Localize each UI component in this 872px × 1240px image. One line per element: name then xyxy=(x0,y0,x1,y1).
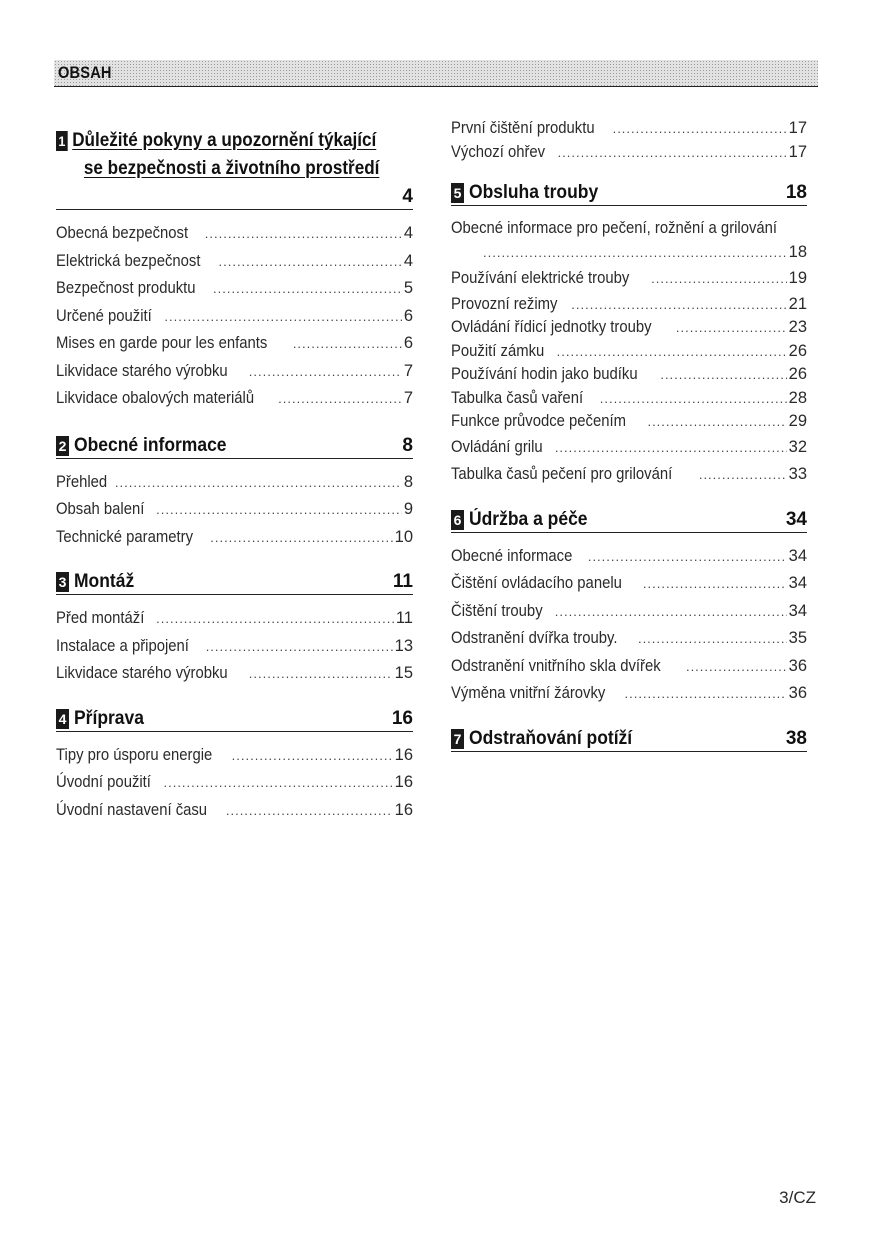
toc-entry[interactable] xyxy=(451,293,807,317)
toc-entry-label: Provozní režimy xyxy=(451,294,558,313)
toc-entry-label: Likvidace obalových materiálů xyxy=(56,389,255,407)
toc-entry-label: Mises en garde pour les enfants xyxy=(56,334,268,352)
toc-entry-page: 16 xyxy=(394,745,413,764)
leader-dots xyxy=(651,265,787,293)
toc-entry[interactable] xyxy=(56,469,413,497)
toc-entry-page: 34 xyxy=(788,574,807,592)
toc-entry-page: 18 xyxy=(788,243,807,261)
leader-dots xyxy=(588,543,787,571)
section-page-number: 16 xyxy=(391,707,413,729)
toc-entry-page: 11 xyxy=(395,609,413,627)
toc-entry-label: Likvidace starého výrobku xyxy=(56,361,228,380)
toc-entry-page: 19 xyxy=(788,269,807,287)
toc-section-7 xyxy=(451,728,807,752)
toc-entry[interactable] xyxy=(451,543,807,571)
leader-dots xyxy=(643,570,787,598)
leader-dots xyxy=(555,598,787,626)
section-title-line2: se bezpečnosti a životního prostředí xyxy=(83,158,380,179)
leader-dots xyxy=(156,605,394,633)
toc-entry-page: 26 xyxy=(788,341,807,360)
toc-entry-page: 17 xyxy=(788,142,807,161)
section-title: Montáž xyxy=(74,571,135,592)
section-title: Obsluha trouby xyxy=(469,182,599,203)
toc-section-6-heading[interactable] xyxy=(451,509,807,533)
leader-dots xyxy=(571,293,786,317)
toc-entry[interactable] xyxy=(451,570,807,598)
leader-dots xyxy=(115,469,402,497)
toc-entry-page: 17 xyxy=(788,119,807,137)
toc-section-6 xyxy=(451,509,807,708)
toc-entry-label: První čištění produktu xyxy=(451,119,595,137)
toc-entry-label: Přehled xyxy=(56,472,108,491)
toc-entry-label: Úvodní použití xyxy=(56,773,151,791)
toc-entry-page: 7 xyxy=(403,361,413,380)
leader-dots xyxy=(676,316,787,340)
toc-entry-page: 34 xyxy=(788,546,807,565)
toc-entry-label: Používání elektrické trouby xyxy=(451,269,630,287)
toc-entry-page: 35 xyxy=(788,629,807,647)
toc-entry-label: Čištění ovládacího panelu xyxy=(451,574,622,592)
toc-entry-page: 36 xyxy=(788,656,807,675)
section-title: Údržba a péče xyxy=(469,508,588,530)
toc-entry-page: 36 xyxy=(788,684,807,702)
leader-dots xyxy=(613,117,787,141)
toc-header-bar xyxy=(54,60,818,87)
section-number-badge: 4 xyxy=(56,709,69,729)
leader-dots xyxy=(686,653,787,681)
leader-dots xyxy=(205,220,402,248)
toc-entry[interactable] xyxy=(451,316,807,340)
section-page-number: 11 xyxy=(392,571,413,592)
toc-entry-label: Obecná bezpečnost xyxy=(56,224,189,242)
section-page-number: 38 xyxy=(785,727,807,749)
toc-entry[interactable] xyxy=(451,598,807,626)
leader-dots xyxy=(558,141,787,165)
toc-entry-page: 21 xyxy=(788,294,807,313)
toc-entry[interactable] xyxy=(451,625,807,653)
toc-entry-page: 4 xyxy=(403,251,413,270)
toc-entry-page: 7 xyxy=(403,389,413,407)
page-footer-number: 3/CZ xyxy=(779,1188,816,1207)
toc-entry-page: 6 xyxy=(403,334,413,352)
toc-entry[interactable] xyxy=(56,524,413,552)
toc-entry[interactable] xyxy=(451,216,807,265)
toc-entry-label: Určené použití xyxy=(56,306,152,325)
toc-entry-label: Úvodní nastavení času xyxy=(56,800,208,819)
toc-entry[interactable] xyxy=(56,769,413,797)
toc-entry[interactable] xyxy=(451,434,807,462)
leader-dots xyxy=(278,385,402,413)
toc-entry-label: Ovládání řídicí jednotky trouby xyxy=(451,318,652,336)
section-number-badge: 6 xyxy=(451,510,464,530)
toc-entry[interactable] xyxy=(451,653,807,681)
leader-dots xyxy=(210,524,392,552)
toc-entry-page: 16 xyxy=(394,773,413,791)
toc-entry[interactable] xyxy=(56,303,413,331)
toc-section-5 xyxy=(451,182,807,489)
toc-entry-label: Tabulka časů vaření xyxy=(451,388,584,407)
toc-section-3-heading[interactable] xyxy=(56,571,413,595)
toc-entry[interactable] xyxy=(56,330,413,358)
section-page-number: 8 xyxy=(402,434,413,456)
leader-dots xyxy=(206,633,393,661)
toc-entry-page: 6 xyxy=(403,306,413,325)
toc-entry-label: Používání hodin jako budíku xyxy=(451,365,638,383)
toc-entry-page: 13 xyxy=(394,636,413,655)
section-title: Příprava xyxy=(74,707,144,729)
section-number-badge: 3 xyxy=(56,572,69,592)
toc-entry[interactable] xyxy=(451,461,807,489)
leader-dots xyxy=(483,241,787,265)
toc-entry-label: Čištění trouby xyxy=(451,601,543,620)
toc-section-1 xyxy=(56,130,413,413)
section-page-number: 4 xyxy=(402,186,413,207)
leader-dots xyxy=(232,742,393,770)
toc-section-5-heading[interactable] xyxy=(451,182,807,206)
toc-entry[interactable] xyxy=(56,742,413,770)
toc-entry[interactable] xyxy=(451,265,807,293)
toc-entry[interactable] xyxy=(56,358,413,386)
toc-entry[interactable] xyxy=(56,797,413,825)
toc-entry[interactable] xyxy=(56,385,413,413)
section-number-badge: 2 xyxy=(56,436,69,456)
toc-entry-page: 28 xyxy=(788,388,807,407)
section-page-number: 34 xyxy=(785,508,807,530)
leader-dots xyxy=(660,363,786,387)
section-title: Obecné informace xyxy=(74,434,227,456)
toc-entry-label: Funkce průvodce pečením xyxy=(451,412,627,430)
section-number-badge: 1 xyxy=(56,131,68,151)
toc-right-column xyxy=(451,117,807,772)
toc-entry[interactable] xyxy=(451,680,807,708)
toc-entry-label: Tabulka časů pečení pro grilování xyxy=(451,465,673,483)
toc-entry-page: 10 xyxy=(394,527,413,546)
toc-entry-label: Technické parametry xyxy=(56,527,194,546)
toc-header-title: OBSAH xyxy=(58,63,112,82)
toc-entry[interactable] xyxy=(451,410,807,434)
toc-entry-label: Instalace a připojení xyxy=(56,636,189,655)
toc-entry-page: 9 xyxy=(403,500,413,518)
toc-entry[interactable] xyxy=(56,605,413,633)
toc-entry-page: 23 xyxy=(788,318,807,336)
toc-entry-page: 34 xyxy=(788,601,807,620)
leader-dots xyxy=(557,340,787,364)
section-number-badge: 7 xyxy=(451,729,464,749)
leader-dots xyxy=(249,358,402,386)
toc-entry-page: 29 xyxy=(788,412,807,430)
section-title: Odstraňování potíží xyxy=(469,727,633,749)
toc-entry[interactable] xyxy=(56,633,413,661)
toc-entry-label: Obsah balení xyxy=(56,500,145,518)
toc-entry-page: 8 xyxy=(403,472,413,491)
toc-entry[interactable] xyxy=(451,363,807,387)
toc-entry[interactable] xyxy=(56,220,413,248)
toc-section-7-heading[interactable] xyxy=(451,728,807,752)
toc-section-2-heading[interactable] xyxy=(56,435,413,459)
toc-entry[interactable] xyxy=(56,275,413,303)
toc-entry-page: 4 xyxy=(403,224,413,242)
leader-dots xyxy=(219,248,402,276)
leader-dots xyxy=(600,387,787,411)
toc-section-4-heading[interactable] xyxy=(56,708,413,732)
toc-entry-label: Před montáží xyxy=(56,609,145,627)
leader-dots xyxy=(226,797,393,825)
section-page-number: 18 xyxy=(785,182,807,203)
toc-entry[interactable] xyxy=(451,340,807,364)
toc-entry-label: Tipy pro úsporu energie xyxy=(56,745,213,764)
toc-entry-page: 5 xyxy=(403,279,413,297)
toc-entry[interactable] xyxy=(451,117,807,141)
toc-left-column xyxy=(56,130,413,844)
toc-entry-page: 16 xyxy=(394,800,413,819)
toc-entry-label: Likvidace starého výrobku xyxy=(56,664,228,682)
leader-dots xyxy=(555,434,787,462)
toc-entry[interactable] xyxy=(56,248,413,276)
leader-dots xyxy=(293,330,402,358)
toc-entry-label: Odstranění vnitřního skla dvířek xyxy=(451,656,661,675)
toc-entry-page: 15 xyxy=(394,664,413,682)
leader-dots xyxy=(249,660,393,688)
leader-dots xyxy=(163,769,392,797)
leader-dots xyxy=(624,680,786,708)
toc-entry[interactable] xyxy=(56,660,413,688)
toc-entry-label: Obecné informace pro pečení, rožnění a grilování xyxy=(451,219,778,237)
toc-entry-page: 32 xyxy=(788,437,807,456)
toc-entry-label: Ovládání grilu xyxy=(451,437,543,456)
toc-entry-label: Použití zámku xyxy=(451,341,545,360)
section-title-line1: Důležité pokyny a upozornění týkající xyxy=(72,130,377,151)
toc-entry-label: Výměna vnitřní žárovky xyxy=(451,684,606,702)
toc-entry-label: Obecné informace xyxy=(451,546,573,565)
leader-dots xyxy=(699,461,787,489)
leader-dots xyxy=(647,410,786,434)
toc-entry-page: 26 xyxy=(788,365,807,383)
toc-entry-label: Výchozí ohřev xyxy=(451,142,546,161)
toc-entry[interactable] xyxy=(451,141,807,165)
leader-dots xyxy=(213,275,402,303)
toc-entry-label: Elektrická bezpečnost xyxy=(56,251,201,270)
toc-entry[interactable] xyxy=(451,387,807,411)
toc-continued-entries xyxy=(451,117,807,164)
toc-section-4 xyxy=(56,708,413,825)
leader-dots xyxy=(638,625,787,653)
toc-entry-page: 33 xyxy=(788,465,807,483)
toc-entry-label: Odstranění dvířka trouby. xyxy=(451,629,618,647)
leader-dots xyxy=(164,303,401,331)
toc-section-2 xyxy=(56,435,413,552)
toc-section-1-heading[interactable] xyxy=(56,130,413,210)
toc-section-3 xyxy=(56,571,413,688)
toc-entry-label: Bezpečnost produktu xyxy=(56,279,196,297)
section-number-badge: 5 xyxy=(451,183,464,203)
leader-dots xyxy=(156,496,402,524)
toc-entry[interactable] xyxy=(56,496,413,524)
